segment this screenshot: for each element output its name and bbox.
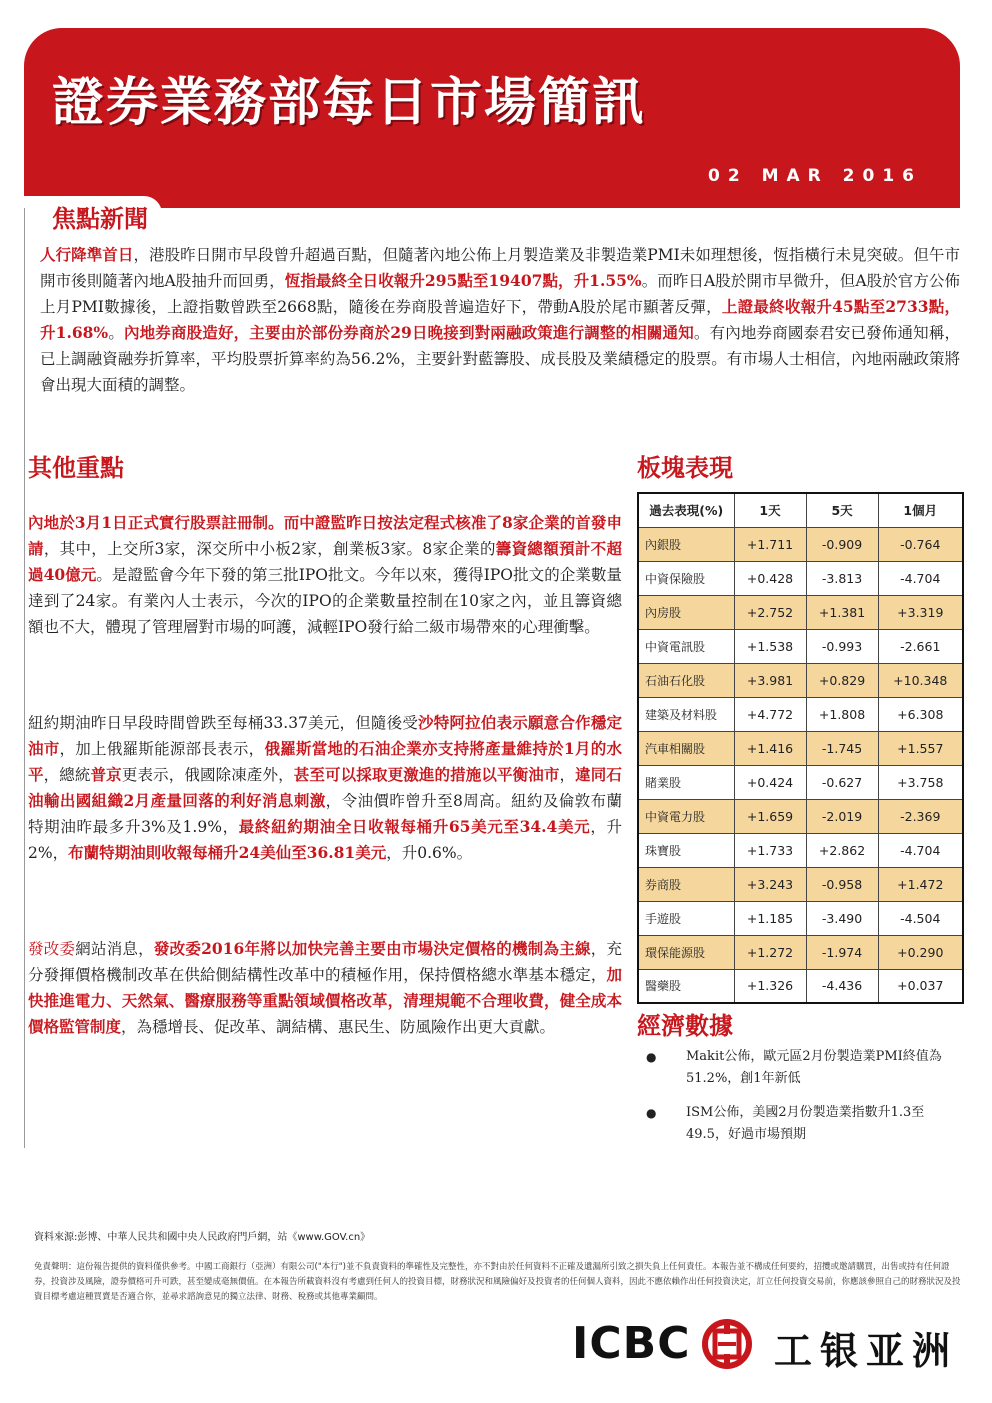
table-row	[638, 697, 963, 731]
col-header-1d: 1天	[734, 493, 806, 527]
body-text: ，升0.6%。	[386, 844, 473, 862]
value-5d-cell: -1.974	[806, 935, 878, 969]
value-1d-cell: +3.981	[734, 663, 806, 697]
highlight-text: 內地券商股造好，主要由於部份券商於29日晚接到對兩融政策進行調整的相關通知	[123, 323, 694, 342]
value-5d-cell: +2.862	[806, 833, 878, 867]
value-1d-cell: +1.733	[734, 833, 806, 867]
table-row	[638, 969, 963, 1003]
value-1m-cell: -4.504	[878, 901, 963, 935]
value-5d-cell: +0.829	[806, 663, 878, 697]
value-1d-cell: +2.752	[734, 595, 806, 629]
value-1m-cell: +3.319	[878, 595, 963, 629]
value-5d-cell: +1.808	[806, 697, 878, 731]
value-1d-cell: +1.185	[734, 901, 806, 935]
sector-name-cell: 手遊股	[638, 901, 734, 935]
other-highlights-title: 其他重點	[28, 454, 124, 482]
highlight-text: 恆指最終全日收報升295點至19407點，升1.55%	[284, 271, 642, 290]
body-text: 。是證監會今年下發的第三批IPO批文。今年以來，獲得IPO批文的企業數量達到了24家。有業內人士表示，今次的IPO的企業數量控制在10家之內，並且籌資總額也不大，體現了管理層對市場的呵護，減輕IPO發行給二級市場帶來的心理衝擊。	[28, 566, 622, 636]
left-divider	[24, 208, 25, 1148]
table-row	[638, 629, 963, 663]
highlight-text: 最終紐約期油全日收報每桶升65美元至34.4美元	[238, 817, 591, 836]
value-5d-cell: -0.627	[806, 765, 878, 799]
table-row	[638, 765, 963, 799]
body-text: 紐約期油昨日早段時間曾跌至每桶33.37美元，但隨後受	[28, 714, 419, 732]
table-row	[638, 799, 963, 833]
value-1m-cell: -2.661	[878, 629, 963, 663]
table-row	[638, 527, 963, 561]
logo-text-cn: 工银亚洲	[774, 1329, 959, 1373]
other-paragraph-ipo	[28, 510, 622, 640]
value-1d-cell: +1.659	[734, 799, 806, 833]
value-1d-cell: +0.428	[734, 561, 806, 595]
sector-name-cell: 石油石化股	[638, 663, 734, 697]
value-1m-cell: -2.369	[878, 799, 963, 833]
highlight-text: 違同石油輸出國組織2月產量回落的利好消息刺激	[28, 765, 622, 810]
sector-name-cell: 環保能源股	[638, 935, 734, 969]
highlight-text: 加快推進電力、天然氣、醫療服務等重點領域價格改革，清理規範不合理收費，健全成本價格監管制度	[28, 965, 622, 1036]
value-5d-cell: -0.993	[806, 629, 878, 663]
highlight-text: 普京	[90, 765, 122, 784]
body-text: ，令油價昨曾升至8周高。紐約及倫敦布蘭特期油昨最多升3%及1.9%，	[28, 792, 622, 836]
body-text: 更表示，俄國除凍產外，	[121, 766, 294, 784]
value-1m-cell: +3.758	[878, 765, 963, 799]
sector-name-cell: 內銀股	[638, 527, 734, 561]
table-row	[638, 595, 963, 629]
report-date: 02 MAR 2016	[708, 166, 922, 186]
value-1m-cell: +1.557	[878, 731, 963, 765]
highlight-text: 內地於3月1日正式實行股票註冊制。而中證監昨日按法定程式核准了8家企業的首發申請	[28, 513, 622, 558]
highlight-text: 布蘭特期油則收報每桶升24美仙至36.81美元	[68, 843, 387, 862]
value-1m-cell: +1.472	[878, 867, 963, 901]
table-row	[638, 561, 963, 595]
body-text: ，充分發揮價格機制改革在供給側結構性改革中的積極作用，保持價格總水準基本穩定，	[28, 940, 622, 984]
value-5d-cell: -4.436	[806, 969, 878, 1003]
value-1d-cell: +4.772	[734, 697, 806, 731]
value-1d-cell: +1.272	[734, 935, 806, 969]
other-paragraph-oil	[28, 710, 622, 866]
value-1m-cell: -4.704	[878, 561, 963, 595]
value-1m-cell: -4.704	[878, 833, 963, 867]
highlight-text: 籌資總額預計不超過40億元	[28, 539, 622, 584]
col-header-period: 過去表現(%)	[638, 493, 734, 527]
value-5d-cell: -3.813	[806, 561, 878, 595]
highlight-text: 上證最終收報升45點至2733點，升1.68%	[40, 297, 960, 342]
table-row	[638, 935, 963, 969]
sector-table	[637, 492, 964, 1004]
highlight-text: 發改委2016年將以加快完善主要由市場決定價格的機制為主線	[153, 939, 591, 958]
economic-data-title: 經濟數據	[637, 1012, 733, 1040]
sector-name-cell: 賭業股	[638, 765, 734, 799]
value-1d-cell: +1.326	[734, 969, 806, 1003]
sector-name-cell: 中資電訊股	[638, 629, 734, 663]
logo-text-en: ICBC	[572, 1318, 691, 1369]
table-row	[638, 833, 963, 867]
value-5d-cell: -3.490	[806, 901, 878, 935]
value-1d-cell: +1.416	[734, 731, 806, 765]
sector-name-cell: 中資電力股	[638, 799, 734, 833]
value-1m-cell: +0.290	[878, 935, 963, 969]
table-row	[638, 867, 963, 901]
sector-name-cell: 內房股	[638, 595, 734, 629]
bullet-icon: ●	[646, 1050, 657, 1064]
focus-news-paragraph	[40, 242, 960, 398]
highlight-text: 人行降準首日	[40, 245, 134, 264]
other-paragraph-ndrc	[28, 936, 622, 1040]
value-1m-cell: +0.037	[878, 969, 963, 1003]
sector-name-cell: 建築及材料股	[638, 697, 734, 731]
body-text: ，升2%，	[28, 818, 623, 862]
body-text: ，加上俄羅斯能源部長表示，	[59, 740, 265, 758]
sector-name-cell: 珠寶股	[638, 833, 734, 867]
value-1d-cell: +1.538	[734, 629, 806, 663]
value-5d-cell: -0.958	[806, 867, 878, 901]
icbc-emblem-icon	[698, 1318, 756, 1370]
col-header-5d: 5天	[806, 493, 878, 527]
sector-name-cell: 汽車相關股	[638, 731, 734, 765]
body-text: ，	[559, 766, 576, 784]
disclaimer: 免責聲明：這份報告提供的資料僅供參考。中國工商銀行（亞洲）有限公司("本行")並不負責資料的準確性及完整性，亦不對由於任何資料不正確及遺漏所引致之損失負上任何責任。本報告並不構成任何要約，招攬或邀請購買，出售或持有任何證券，投資涉及風險，證券價格可升可跌，甚至變成毫無價值。在本報告所載資料沒有考慮到任何人的投資目標，財務狀況和風險偏好及投資者的任何個人資料，因此不應依賴作出任何投資決定，訂立任何投資交易前，你應該參照自己的財務狀況及投資目標考慮這種買賣是否適合你，並尋求諮詢意見的獨立法律、財務、稅務或其他專業顧問。	[34, 1262, 961, 1302]
list-item	[646, 1046, 966, 1090]
table-row	[638, 731, 963, 765]
body-text: ，為穩增長、促改革、調結構、惠民生、防風險作出更大貢獻。	[121, 1018, 556, 1036]
source-name-text: 發改委	[28, 940, 76, 958]
icbc-logo	[572, 1316, 964, 1372]
table-row	[638, 663, 963, 697]
highlight-text: 甚至可以採取更激進的措施以平衡油市	[293, 765, 560, 784]
value-1d-cell: +3.243	[734, 867, 806, 901]
value-1m-cell: -0.764	[878, 527, 963, 561]
sector-table-header	[638, 493, 963, 527]
body-text: ，港股昨日開市早段曾升超過百點，但隨著內地公佈上月製造業及非製造業PMI未如理想後，恆指橫行未見突破。但午市開市後則隨著內地A股抽升而回勇，	[40, 246, 960, 290]
sector-performance-title: 板塊表現	[637, 454, 733, 482]
body-text: 網站消息，	[75, 940, 154, 958]
body-text: ，其中，上交所3家，深交所中小板2家，創業板3家。8家企業的	[43, 540, 496, 558]
economic-item-text: ISM公佈，美國2月份製造業指數升1.3至49.5，好過市場預期	[686, 1105, 925, 1142]
value-5d-cell: +1.381	[806, 595, 878, 629]
body-text: ，總統	[43, 766, 91, 784]
body-text: 。而昨日A股於開市早微升，但A股於官方公佈上月PMI數據後，上證指數曾跌至2668點，隨後在券商股普遍造好下，帶動A股於尾市顯著反彈，	[40, 272, 960, 316]
sector-name-cell: 醫藥股	[638, 969, 734, 1003]
sector-name-cell: 中資保險股	[638, 561, 734, 595]
list-item	[646, 1102, 966, 1146]
col-header-1m: 1個月	[878, 493, 963, 527]
table-row	[638, 901, 963, 935]
focus-news-title: 焦點新聞	[52, 205, 148, 233]
highlight-text: 俄羅斯當地的石油企業亦支持將產量維持於1月的水平	[28, 739, 622, 784]
value-1d-cell: +0.424	[734, 765, 806, 799]
value-1m-cell: +6.308	[878, 697, 963, 731]
value-1m-cell: +10.348	[878, 663, 963, 697]
value-5d-cell: -0.909	[806, 527, 878, 561]
value-5d-cell: -1.745	[806, 731, 878, 765]
economic-data-list	[646, 1046, 966, 1158]
value-5d-cell: -2.019	[806, 799, 878, 833]
highlight-text: 沙特阿拉伯表示願意合作穩定油市	[28, 713, 622, 758]
data-source: 資料來源:彭博、中華人民共和國中央人民政府門戶網，站《www.GOV.cn》	[34, 1232, 371, 1243]
page-title: 證券業務部每日市場簡訊	[52, 73, 647, 133]
sector-name-cell: 券商股	[638, 867, 734, 901]
body-text: 。有內地券商國泰君安已發佈通知稱，已上調融資融券折算率，平均股票折算率約為56.2%，主要針對藍籌股、成長股及業績穩定的股票。有市場人士相信，內地兩融政策將會出現大面積的調整。	[40, 324, 960, 394]
value-1d-cell: +1.711	[734, 527, 806, 561]
bullet-icon: ●	[646, 1106, 657, 1120]
economic-item-text: Makit公佈，歐元區2月份製造業PMI終值為51.2%，創1年新低	[686, 1049, 942, 1086]
body-text: 。	[108, 324, 124, 342]
